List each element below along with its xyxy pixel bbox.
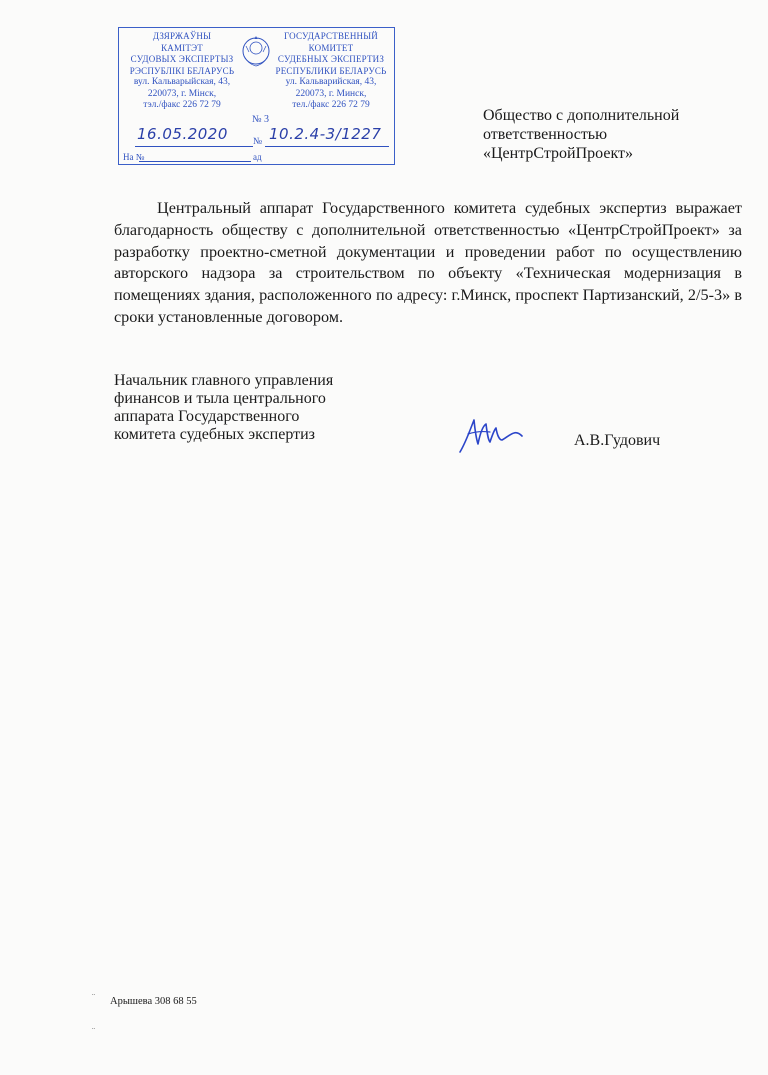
- signatory-title-line: Начальник главного управления: [114, 372, 334, 389]
- addressee-line: Общество с дополнительной: [483, 107, 680, 124]
- signatory-title-line: финансов и тыла центрального: [114, 390, 326, 407]
- stamp-line: СУДЕБНЫХ ЭКСПЕРТИЗ: [277, 54, 385, 64]
- ad-label: ад: [253, 152, 262, 162]
- stamp-line: вул. Кальварыйская, 43,: [133, 77, 231, 87]
- stamp-reference-line: [123, 152, 389, 164]
- stamp-line: ул. Кальварийская, 43,: [285, 77, 377, 87]
- signatory-title-line: комитета судебных экспертиз: [114, 426, 315, 443]
- stamp-right-text: [271, 31, 391, 112]
- na-label: На №: [123, 152, 145, 162]
- addressee-line: «ЦентрСтройПроект»: [483, 145, 634, 162]
- signatory-name: А.В.Гудович: [574, 432, 661, 449]
- stamp-line: СУДОВЫХ ЭКСПЕРТЫЗ: [130, 54, 234, 64]
- stamp-line: 220073, г. Мінск,: [147, 88, 217, 99]
- stamp-line: КОМИТЕТ: [308, 42, 354, 53]
- stamp-line: КАМІТЭТ: [161, 42, 203, 53]
- handwritten-date: 16.05.2020: [137, 125, 228, 143]
- stamp-line: тэл./факс 226 72 79: [143, 100, 221, 110]
- stamp-line: РЕСПУБЛИКИ БЕЛАРУСЬ: [275, 65, 387, 76]
- addressee-line: ответственностью: [483, 126, 608, 143]
- signatory-title-line: аппарата Государственного: [114, 408, 300, 425]
- stamp-line: ГОСУДАРСТВЕННЫЙ: [283, 31, 379, 41]
- stamp-line: тел./факс 226 72 79: [292, 100, 370, 110]
- addressee: [483, 106, 743, 163]
- coat-of-arms-icon: [240, 34, 272, 70]
- scan-dots: ¨: [92, 1026, 95, 1036]
- stamp-line: 220073, г. Минск,: [295, 88, 367, 99]
- stamp-left-text: [122, 31, 242, 112]
- handwritten-signature: [456, 412, 526, 456]
- signatory-title: [114, 372, 404, 444]
- scan-dots: ¨: [92, 992, 95, 1002]
- executor-contact: Арышева 308 68 55: [110, 996, 197, 1007]
- number-sign: №: [253, 137, 263, 147]
- stamp-number: № 3: [252, 114, 270, 125]
- handwritten-number: 10.2.4-3/1227: [269, 125, 382, 143]
- stamp-line: РЭСПУБЛІКІ БЕЛАРУСЬ: [129, 65, 235, 76]
- registration-stamp: [118, 27, 395, 165]
- stamp-line: ДЗЯРЖАЎНЫ: [152, 31, 212, 41]
- letter-body: Центральный аппарат Государственного комитета судебных экспертиз выражает благодарность обществу с дополнительной ответственностью «ЦентрСтройПроект» за разработку проектно-сметной документации и проведении работ по осуществлению авторского надзора за строительством по объекту «Техническая модернизация в помещениях здания, расположенного по адресу: г.Минск, проспект Партизанский, 2/5-3» в сроки установленные договором.: [114, 199, 742, 326]
